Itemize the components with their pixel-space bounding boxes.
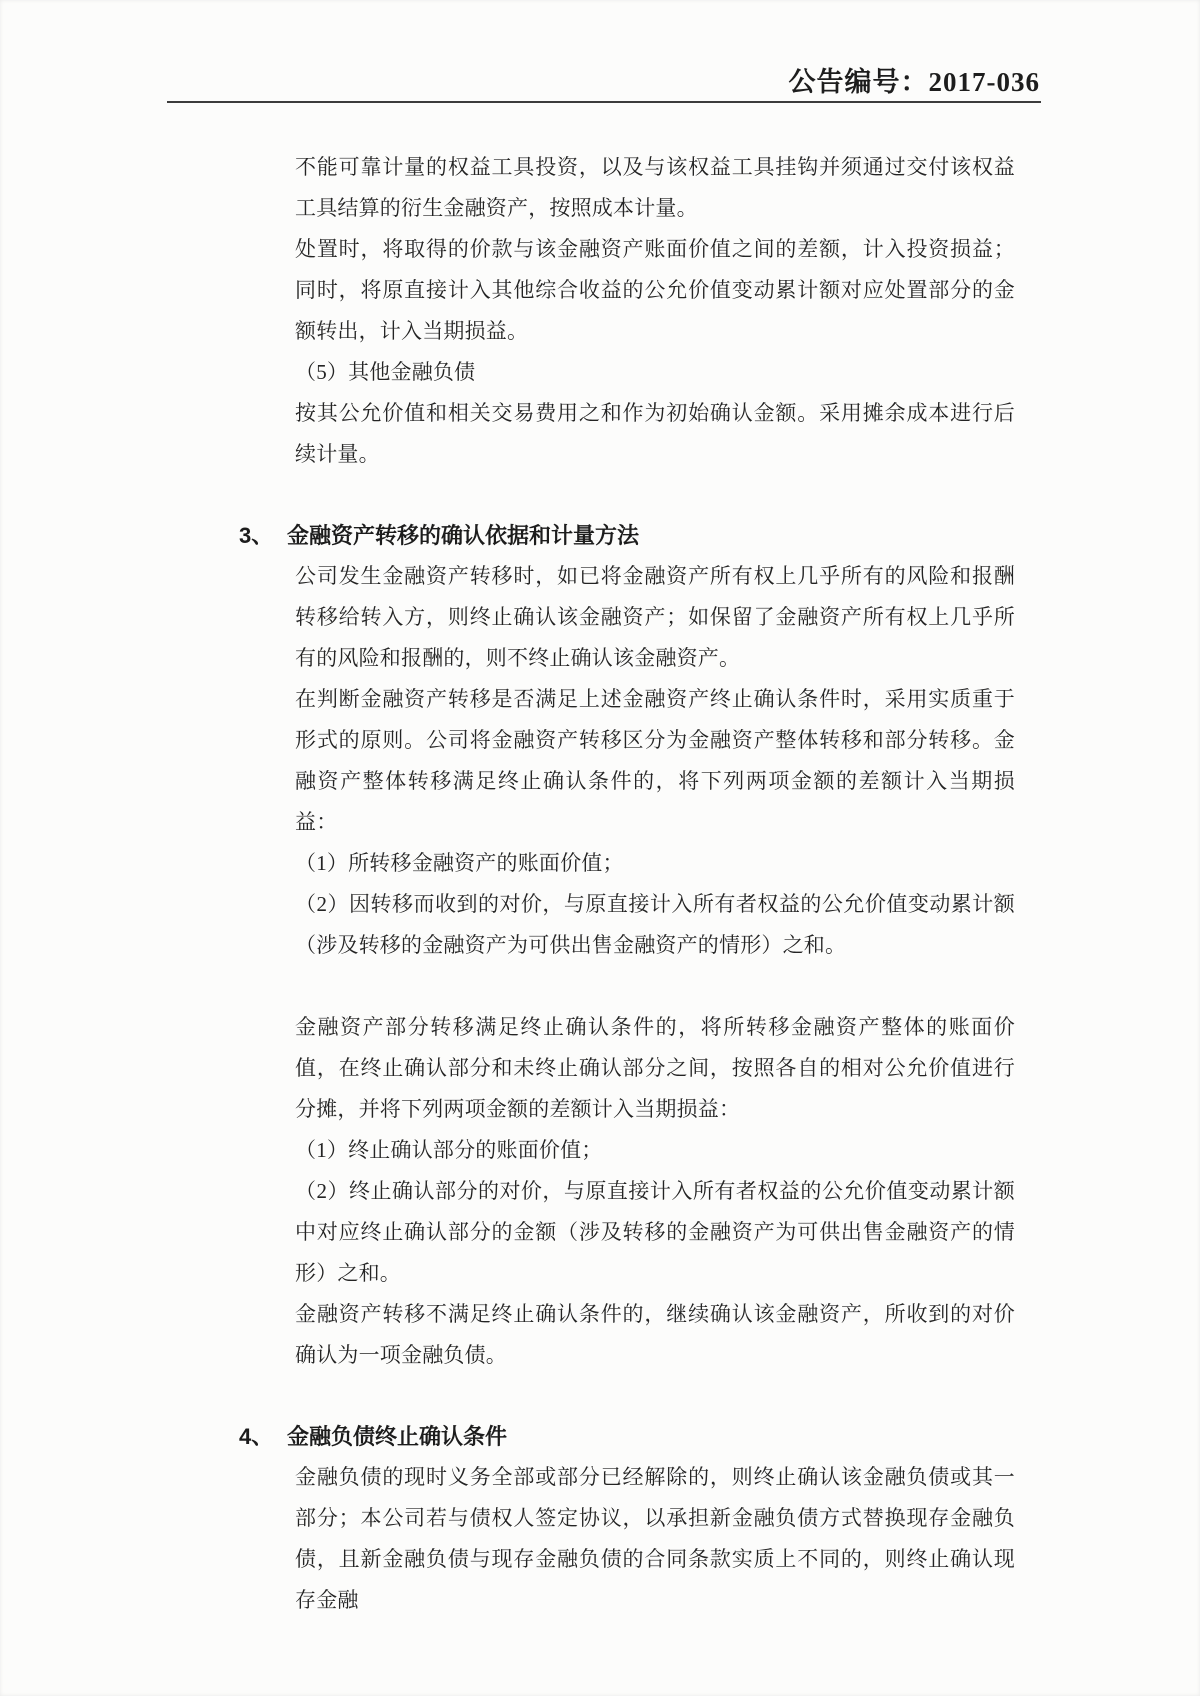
paragraph: 金融负债的现时义务全部或部分已经解除的，则终止确认该金融负债或其一部分；本公司若与债权人签定协议，以承担新金融负债方式替换现存金融负债，且新金融负债与现存金融负债的合同条款实质上不同的，则终止确认现存金融 [295, 1465, 1015, 1612]
section-3-heading [239, 515, 1017, 556]
section-3 [239, 515, 1017, 1376]
section-title: 金融负债终止确认条件 [287, 1424, 508, 1449]
paragraph: 不能可靠计量的权益工具投资，以及与该权益工具挂钩并须通过交付该权益工具结算的衍生金融资产，按照成本计量。 [295, 155, 1015, 220]
header-divider [167, 101, 1041, 103]
section-title: 金融资产转移的确认依据和计量方法 [287, 523, 640, 548]
announcement-number: 公告编号：2017-036 [788, 67, 1040, 97]
paragraph: 公司发生金融资产转移时，如已将金融资产所有权上几乎所有的风险和报酬转移给转入方，则终止确认该金融资产；如保留了金融资产所有权上几乎所有的风险和报酬的，则不终止确认该金融资产。 [295, 564, 1015, 670]
paragraph: （2）因转移而收到的对价，与原直接计入所有者权益的公允价值变动累计额（涉及转移的金融资产为可供出售金融资产的情形）之和。 [295, 892, 1015, 957]
blank-line [295, 966, 1015, 1007]
section-number: 4、 [239, 1424, 274, 1449]
paragraph: 按其公允价值和相关交易费用之和作为初始确认金额。采用摊余成本进行后续计量。 [295, 401, 1015, 466]
section-4 [239, 1416, 1017, 1621]
paragraph: （2）终止确认部分的对价，与原直接计入所有者权益的公允价值变动累计额中对应终止确认部分的金额（涉及转移的金融资产为可供出售金融资产的情形）之和。 [295, 1179, 1015, 1285]
paragraph: 在判断金融资产转移是否满足上述金融资产终止确认条件时，采用实质重于形式的原则。公司将金融资产转移区分为金融资产整体转移和部分转移。金融资产整体转移满足终止确认条件的，将下列两项金额的差额计入当期损益： [295, 687, 1015, 834]
document-body [239, 147, 1017, 1621]
paragraph: （1）终止确认部分的账面价值； [295, 1138, 603, 1162]
paragraph: （5）其他金融负债 [295, 360, 476, 384]
section-4-heading [239, 1416, 1017, 1457]
paragraph: 金融资产转移不满足终止确认条件的，继续确认该金融资产，所收到的对价确认为一项金融负债。 [295, 1302, 1015, 1367]
paragraph: 金融资产部分转移满足终止确认条件的，将所转移金融资产整体的账面价值，在终止确认部分和未终止确认部分之间，按照各自的相对公允价值进行分摊，并将下列两项金额的差额计入当期损益： [295, 1015, 1015, 1121]
page-header [168, 60, 1040, 99]
section-number: 3、 [239, 523, 274, 548]
paragraph: （1）所转移金融资产的账面价值； [295, 851, 624, 875]
paragraph: 处置时，将取得的价款与该金融资产账面价值之间的差额，计入投资损益；同时，将原直接计入其他综合收益的公允价值变动累计额对应处置部分的金额转出，计入当期损益。 [295, 237, 1015, 343]
